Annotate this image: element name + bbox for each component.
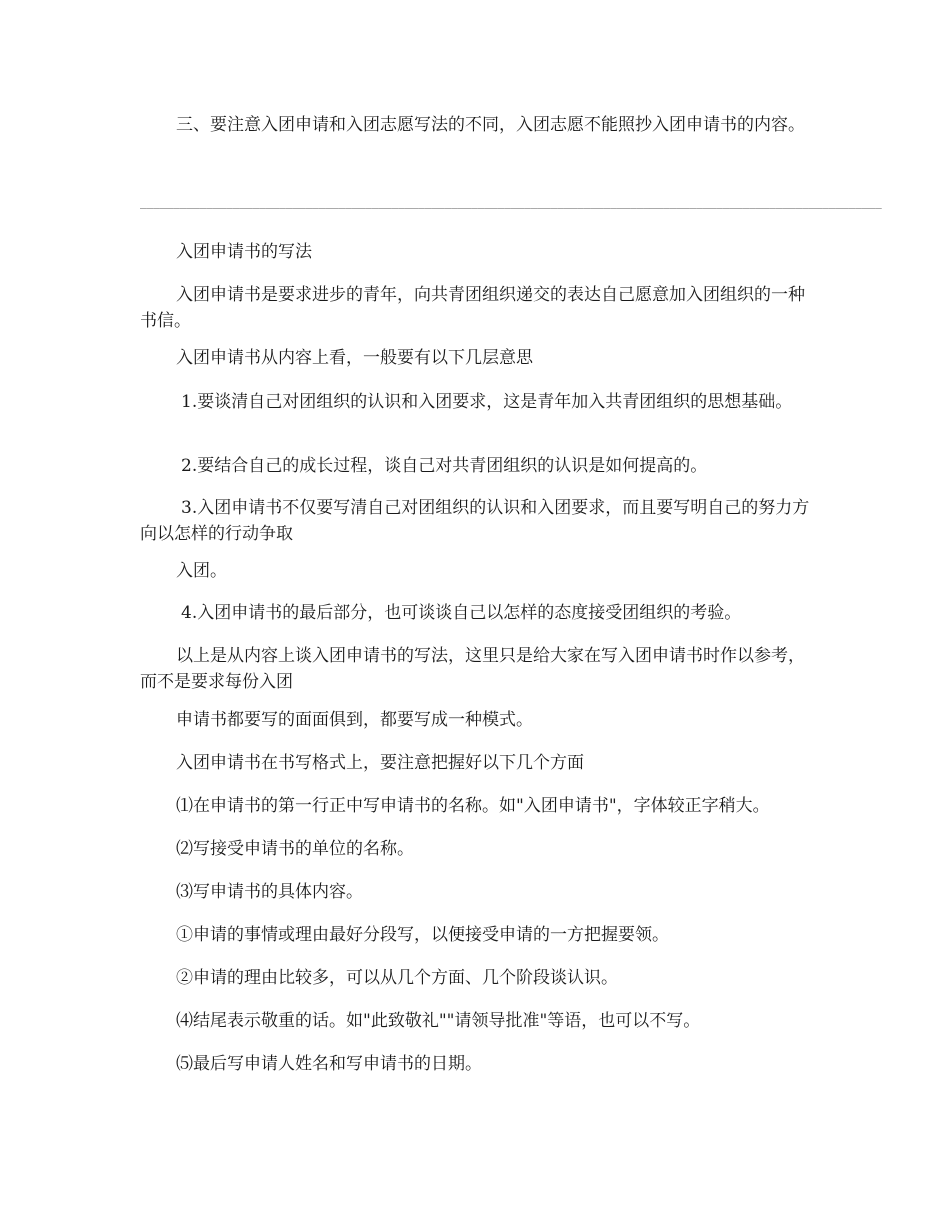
- format-point-1: ⑴在申请书的第一行正中写申请书的名称。如"入团申请书"，字体较正字稍大。: [176, 796, 770, 816]
- format-subpoint-1: ①申请的事情或理由最好分段写，以便接受申请的一方把握要领。: [176, 925, 669, 945]
- summary-continuation: 申请书都要写的面面俱到，都要写成一种模式。: [176, 710, 533, 730]
- summary-paragraph: 以上是从内容上谈入团申请书的写法，这里只是给大家在写入团申请书时作以参考，而不是要求每份入团: [140, 646, 805, 692]
- format-heading: 入团申请书在书写格式上，要注意把握好以下几个方面: [176, 753, 584, 773]
- content-point-1: 1.要谈清自己对团组织的认识和入团要求，这是青年加入共青团组织的思想基础。: [181, 392, 793, 412]
- format-point-3: ⑶写申请书的具体内容。: [176, 882, 363, 902]
- intro-note: 三、要注意入团申请和入团志愿写法的不同，入团志愿不能照抄入团申请书的内容。: [176, 115, 805, 135]
- section-divider: ________________________________________________________________________________________________________________: [140, 196, 882, 209]
- format-point-2: ⑵写接受申请书的单位的名称。: [176, 839, 414, 859]
- format-subpoint-2: ②申请的理由比较多，可以从几个方面、几个阶段谈认识。: [176, 968, 618, 988]
- content-point-4: 4.入团申请书的最后部分，也可谈谈自己以怎样的态度接受团组织的考验。: [181, 603, 742, 623]
- content-point-3-continuation: 入团。: [176, 561, 227, 581]
- definition-paragraph: 入团申请书是要求进步的青年，向共青团组织递交的表达自己愿意加入团组织的一种书信。: [140, 285, 805, 331]
- format-point-5: ⑸最后写申请人姓名和写申请书的日期。: [176, 1054, 482, 1074]
- content-point-3: 3.入团申请书不仅要写清自己对团组织的认识和入团要求，而且要写明自己的努力方向以怎样的行动争取: [140, 498, 810, 544]
- content-point-2: 2.要结合自己的成长过程，谈自己对共青团组织的认识是如何提高的。: [181, 456, 708, 476]
- section-title: 入团申请书的写法: [176, 242, 312, 262]
- format-point-4: ⑷结尾表示敬重的话。如"此致敬礼""请领导批准"等语，也可以不写。: [176, 1011, 701, 1031]
- content-heading: 入团申请书从内容上看，一般要有以下几层意思: [176, 348, 533, 368]
